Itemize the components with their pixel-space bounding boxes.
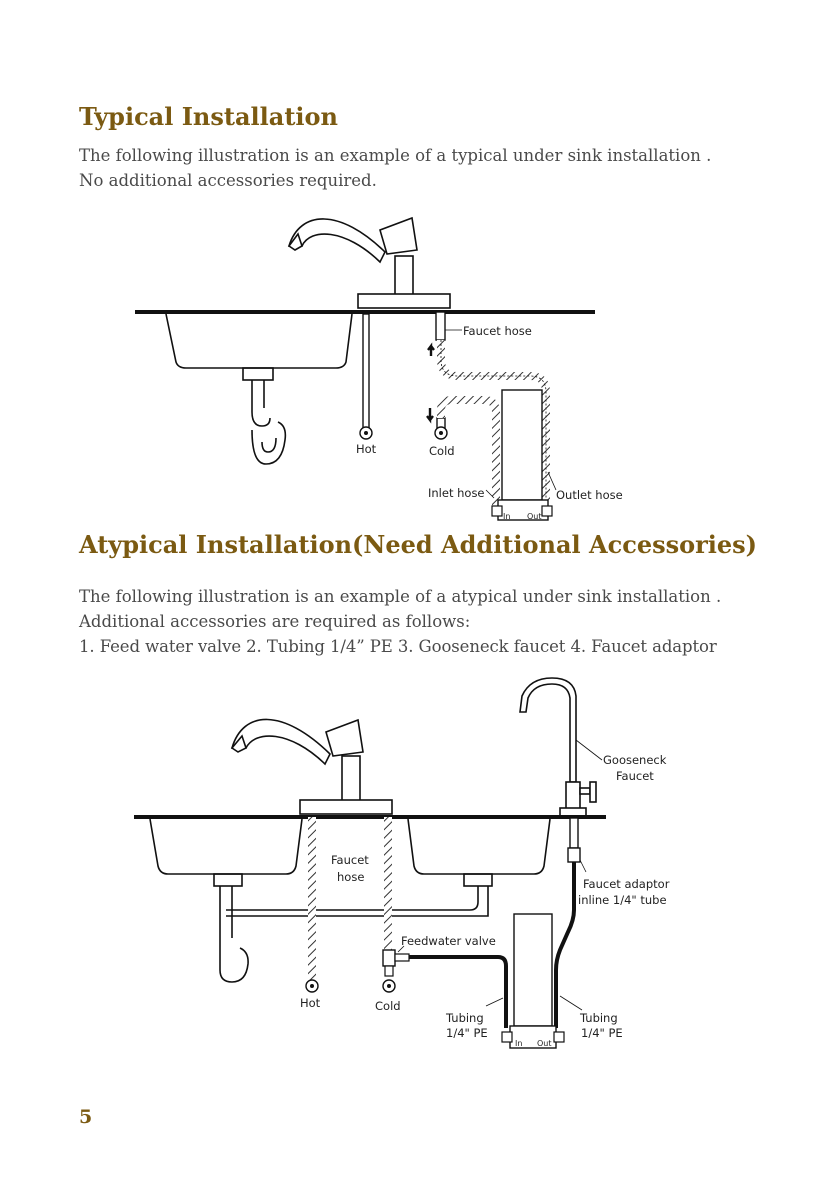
label-port-in: In bbox=[515, 1039, 523, 1048]
label-faucet-hose: Faucet bbox=[331, 853, 369, 867]
accessories-list: 1. Feed water valve 2. Tubing 1/4” PE 3. Gooseneck faucet 4. Faucet adaptor bbox=[79, 637, 717, 656]
typical-installation-diagram bbox=[0, 190, 832, 530]
label-hot: Hot bbox=[356, 442, 377, 456]
feedwater-valve bbox=[383, 950, 409, 992]
atypical-installation-diagram bbox=[0, 670, 832, 1070]
label-tubing-right-size: 1/4" PE bbox=[581, 1026, 623, 1040]
label-port-out: Out bbox=[537, 1039, 552, 1048]
arrow-up-icon bbox=[428, 346, 434, 356]
cold-valve bbox=[435, 418, 447, 439]
label-inlet-hose: Inlet hose bbox=[428, 486, 485, 500]
text-line: The following illustration is an example of a typical under sink installation . bbox=[79, 146, 712, 165]
label-faucet-hose: Faucet hose bbox=[463, 324, 532, 338]
label-gooseneck-faucet: Faucet bbox=[616, 769, 654, 783]
label-cold: Cold bbox=[429, 444, 455, 458]
label-feedwater-valve: Feedwater valve bbox=[401, 934, 496, 948]
kitchen-faucet bbox=[289, 218, 450, 308]
faucet-adaptor bbox=[568, 818, 580, 862]
sink-basin bbox=[166, 314, 352, 464]
hot-valve bbox=[306, 980, 318, 992]
label-tubing-left: Tubing bbox=[446, 1011, 484, 1025]
label-hot: Hot bbox=[300, 996, 321, 1010]
label-tubing-right: Tubing bbox=[580, 1011, 618, 1025]
label-tubing-left-size: 1/4" PE bbox=[446, 1026, 488, 1040]
label-outlet-hose: Outlet hose bbox=[556, 488, 623, 502]
page-number: 5 bbox=[79, 1106, 93, 1128]
label-cold: Cold bbox=[375, 999, 401, 1013]
label-faucet-adaptor: Faucet adaptor bbox=[583, 877, 670, 891]
kitchen-faucet bbox=[232, 719, 392, 814]
label-gooseneck: Gooseneck bbox=[603, 753, 667, 767]
atypical-installation-text bbox=[79, 584, 721, 659]
text-line: Additional accessories are required as follows: bbox=[79, 612, 471, 631]
arrow-down-icon bbox=[427, 408, 433, 420]
hot-supply-pipe bbox=[360, 314, 372, 439]
heading-typical-installation: Typical Installation bbox=[79, 102, 338, 131]
heading-atypical-installation: Atypical Installation(Need Additional Accessories) bbox=[79, 530, 758, 559]
label-inline-tube: inline 1/4" tube bbox=[578, 893, 667, 907]
typical-installation-text bbox=[79, 143, 711, 193]
label-port-in: In bbox=[503, 512, 511, 521]
text-line: No additional accessories required. bbox=[79, 171, 377, 190]
faucet-hose-connector bbox=[436, 312, 445, 340]
text-line: The following illustration is an example of a atypical under sink installation . bbox=[79, 587, 722, 606]
label-port-out: Out bbox=[527, 512, 542, 521]
label-faucet-hose-2: hose bbox=[337, 870, 365, 884]
